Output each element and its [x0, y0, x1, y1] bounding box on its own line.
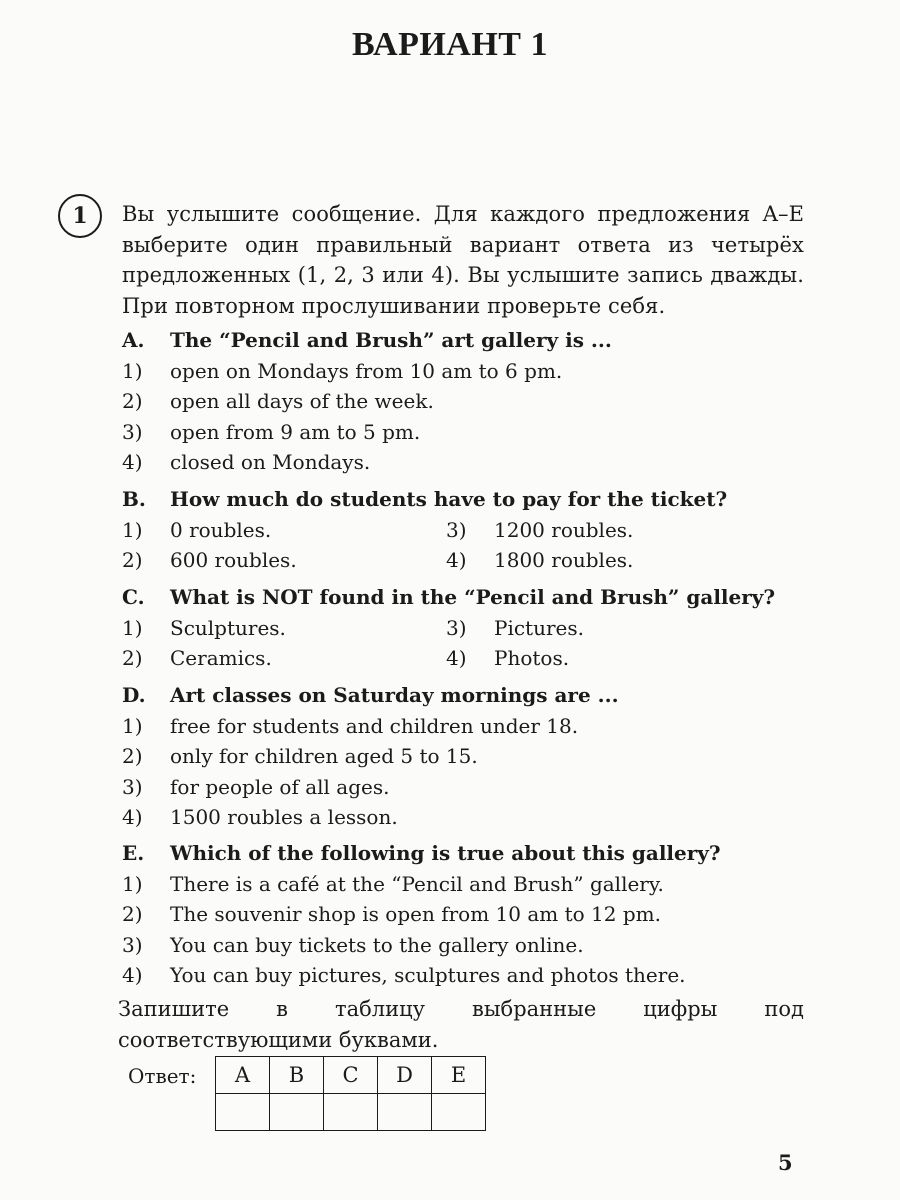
answer-letter-c: C: [324, 1057, 378, 1094]
option-text: You can buy tickets to the gallery online.: [170, 932, 584, 957]
option-number: 4): [122, 450, 143, 475]
option-text: 1800 roubles.: [494, 548, 634, 573]
question-letter: D.: [122, 683, 146, 707]
page-title: ВАРИАНТ 1: [352, 26, 548, 63]
question-text: The “Pencil and Brush” art gallery is ...: [170, 328, 612, 352]
option-number: 1): [122, 517, 143, 542]
option-text: open on Mondays from 10 am to 6 pm.: [170, 358, 563, 383]
option-number: 2): [122, 902, 143, 927]
option-row: [122, 515, 812, 546]
question-text: How much do students have to pay for the ticket?: [170, 487, 728, 511]
option-number: 2): [122, 389, 143, 414]
option-text: Pictures.: [494, 615, 584, 640]
question-letter: E.: [122, 841, 145, 865]
option-number: 3): [446, 615, 467, 640]
option-e-4: [122, 960, 812, 991]
option-number: 1): [122, 358, 143, 383]
option-row: [122, 545, 812, 576]
option-number: 4): [122, 963, 143, 988]
option-number: 1): [122, 615, 143, 640]
option-number: 3): [446, 517, 467, 542]
option-text: 600 roubles.: [170, 548, 297, 573]
option-text: for people of all ages.: [170, 774, 390, 799]
question-header: [122, 484, 812, 515]
question-header: [122, 325, 812, 356]
option-number: 2): [122, 646, 143, 671]
option-text: There is a café at the “Pencil and Brush” gallery.: [170, 871, 664, 896]
answer-letters-row: [216, 1057, 486, 1094]
question-letter: A.: [122, 328, 145, 352]
option-number: 2): [122, 744, 143, 769]
question-header: [122, 838, 812, 869]
option-text: free for students and children under 18.: [170, 713, 579, 738]
option-number: 3): [122, 932, 143, 957]
task-number-badge: [58, 194, 102, 238]
option-number: 4): [446, 548, 467, 573]
option-text: Sculptures.: [170, 615, 286, 640]
answer-letter-b: B: [270, 1057, 324, 1094]
answer-cell-e[interactable]: [432, 1094, 486, 1131]
option-a-3: [122, 417, 812, 448]
option-text: 1500 roubles a lesson.: [170, 805, 398, 830]
question-text: Which of the following is true about this gallery?: [170, 841, 721, 865]
page-number: 5: [778, 1150, 793, 1175]
option-text: The souvenir shop is open from 10 am to 12 pm.: [170, 902, 661, 927]
answer-cell-b[interactable]: [270, 1094, 324, 1131]
option-text: open all days of the week.: [170, 389, 434, 414]
question-c: [122, 582, 812, 674]
task-number: 1: [72, 203, 88, 229]
answer-cell-c[interactable]: [324, 1094, 378, 1131]
option-a-4: [122, 447, 812, 478]
question-header: [122, 582, 812, 613]
question-text: Art classes on Saturday mornings are ...: [170, 683, 619, 707]
option-row: [122, 643, 812, 674]
option-a-2: [122, 386, 812, 417]
answer-cell-d[interactable]: [378, 1094, 432, 1131]
option-text: Photos.: [494, 646, 570, 671]
option-d-2: [122, 741, 812, 772]
question-a: [122, 325, 812, 478]
option-text: open from 9 am to 5 pm.: [170, 419, 421, 444]
option-text: closed on Mondays.: [170, 450, 371, 475]
question-header: [122, 680, 812, 711]
answer-letter-a: A: [216, 1057, 270, 1094]
option-text: 0 roubles.: [170, 517, 272, 542]
answer-table: [215, 1056, 486, 1131]
option-d-3: [122, 772, 812, 803]
option-text: You can buy pictures, sculptures and photos there.: [170, 963, 686, 988]
option-d-4: [122, 802, 812, 833]
option-number: 2): [122, 548, 143, 573]
option-text: 1200 roubles.: [494, 517, 634, 542]
question-d: [122, 680, 812, 833]
question-text: What is NOT found in the “Pencil and Brush” gallery?: [170, 585, 776, 609]
option-number: 4): [122, 805, 143, 830]
question-letter: B.: [122, 487, 146, 511]
option-text: only for children aged 5 to 15.: [170, 744, 478, 769]
option-e-1: [122, 869, 812, 900]
option-number: 1): [122, 871, 143, 896]
option-e-2: [122, 899, 812, 930]
record-instructions: Запишите в таблицу выбранные цифры под соответствующими буквами.: [118, 997, 804, 1052]
question-letter: C.: [122, 585, 145, 609]
answer-label: Ответ:: [128, 1064, 197, 1088]
question-e: [122, 838, 812, 991]
question-b: [122, 484, 812, 576]
option-number: 4): [446, 646, 467, 671]
answer-letter-e: E: [432, 1057, 486, 1094]
answer-values-row: [216, 1094, 486, 1131]
answer-letter-d: D: [378, 1057, 432, 1094]
option-text: Ceramics.: [170, 646, 272, 671]
option-number: 3): [122, 419, 143, 444]
option-e-3: [122, 930, 812, 961]
answer-cell-a[interactable]: [216, 1094, 270, 1131]
task-instructions: Вы услышите сообщение. Для каждого предложения A–E выберите один правильный вариант ответа из четырёх предложенных (1, 2, 3 или 4). Вы услышите запись дважды. При повторном прослушивании проверьте себя.: [122, 202, 804, 318]
option-a-1: [122, 356, 812, 387]
option-number: 3): [122, 774, 143, 799]
option-d-1: [122, 711, 812, 742]
option-number: 1): [122, 713, 143, 738]
option-row: [122, 613, 812, 644]
